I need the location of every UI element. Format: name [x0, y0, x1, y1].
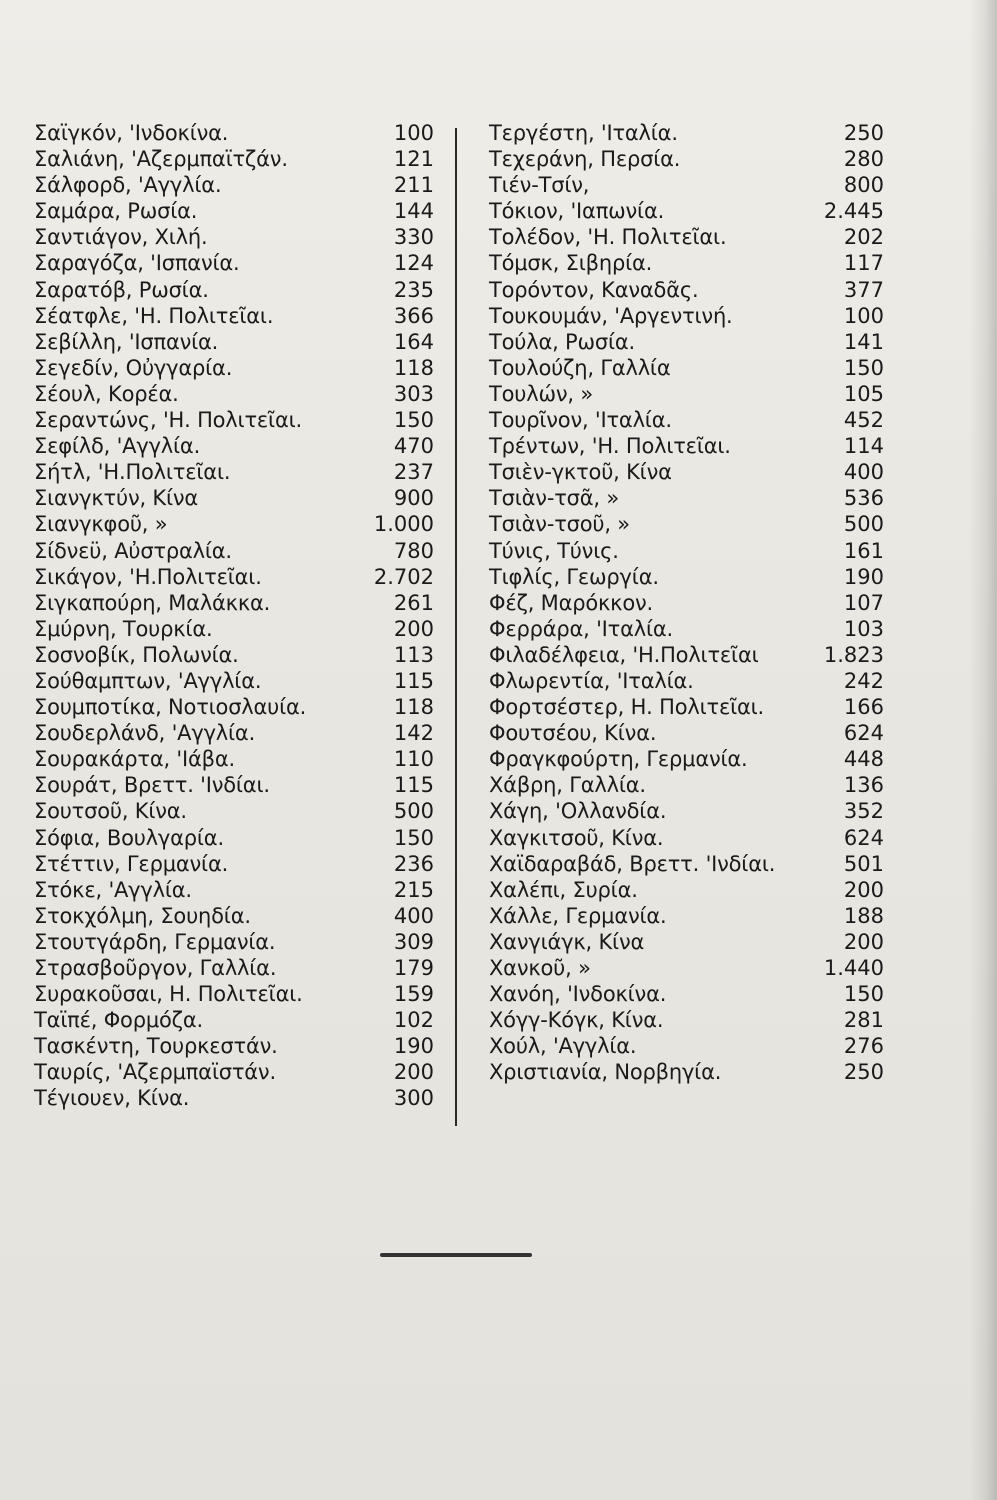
population-value: 190: [843, 564, 884, 589]
table-row: [34, 1007, 434, 1033]
table-row: [489, 459, 884, 485]
city-name: Τουλούζη, Γαλλία: [489, 355, 671, 380]
population-value: 624: [843, 721, 884, 746]
table-row: [489, 1007, 884, 1033]
table-row: [489, 981, 884, 1007]
column-divider: [455, 128, 457, 1126]
population-value: 107: [843, 590, 884, 615]
population-value: 118: [393, 695, 434, 720]
table-row: [34, 407, 434, 433]
population-value: 500: [393, 799, 434, 824]
population-value: 105: [843, 381, 884, 406]
table-row: [489, 277, 884, 303]
table-row: [489, 381, 884, 407]
table-row: [489, 877, 884, 903]
table-row: [489, 172, 884, 198]
city-name: Σεγεδίν, Οὐγγαρία.: [34, 355, 233, 380]
city-name: Φουτσέου, Κίνα.: [489, 721, 657, 746]
city-name: Σαμάρα, Ρωσία.: [34, 199, 198, 224]
population-value: 237: [393, 460, 434, 485]
city-name: Σοσνοβίκ, Πολωνία.: [34, 642, 239, 667]
population-value: 103: [843, 616, 884, 641]
city-name: Τσιὰν-τσᾶ, »: [489, 486, 619, 511]
left-column: [34, 120, 434, 1112]
population-value: 110: [393, 747, 434, 772]
table-row: [489, 250, 884, 276]
city-name: Σαλιάνη, 'Αζερμπαϊτζάν.: [34, 147, 288, 172]
city-name: Τόμσκ, Σιβηρία.: [489, 251, 653, 276]
city-name: Χανόη, 'Ινδοκίνα.: [489, 982, 667, 1007]
table-row: [489, 798, 884, 824]
city-name: Σουμποτίκα, Νοτιοσλαυία.: [34, 695, 307, 720]
table-row: [34, 355, 434, 381]
city-name: Τασκέντη, Τουρκεστάν.: [34, 1034, 278, 1059]
table-row: [489, 198, 884, 224]
population-value: 400: [843, 460, 884, 485]
page-edge-shadow: [969, 0, 997, 1500]
city-name: Τσιὰν-τσοῦ, »: [489, 512, 630, 537]
population-value: 366: [393, 303, 434, 328]
city-name: Ταϊπέ, Φορμόζα.: [34, 1008, 203, 1033]
table-row: [34, 459, 434, 485]
population-value: 142: [393, 721, 434, 746]
population-value: 114: [843, 434, 884, 459]
table-row: [34, 590, 434, 616]
population-value: 118: [393, 355, 434, 380]
city-name: Σιανγκφοῦ, »: [34, 512, 168, 537]
population-value: 161: [843, 538, 884, 563]
population-value: 150: [393, 825, 434, 850]
table-row: [489, 720, 884, 746]
population-value: 202: [843, 225, 884, 250]
table-row: [34, 798, 434, 824]
table-row: [489, 772, 884, 798]
city-name: Στρασβοῦργον, Γαλλία.: [34, 956, 277, 980]
city-name: Φορτσέστερ, Η. Πολιτεῖαι.: [489, 695, 765, 720]
city-name: Σάλφορδ, 'Αγγλία.: [34, 173, 222, 198]
table-row: [34, 720, 434, 746]
city-name: Φραγκφούρτη, Γερμανία.: [489, 747, 748, 772]
table-row: [34, 1059, 434, 1085]
population-value: 200: [393, 1060, 434, 1085]
table-row: [489, 694, 884, 720]
table-row: [34, 668, 434, 694]
table-row: [34, 616, 434, 642]
table-row: [34, 224, 434, 250]
population-value: 124: [393, 251, 434, 276]
population-value: 100: [843, 303, 884, 328]
population-value: 281: [843, 1008, 884, 1033]
table-row: [34, 746, 434, 772]
city-name: Τόκιον, 'Ιαπωνία.: [489, 199, 665, 224]
population-value: 352: [843, 799, 884, 824]
table-row: [489, 224, 884, 250]
city-name: Σαραγόζα, 'Ισπανία.: [34, 251, 240, 276]
population-value: 200: [843, 929, 884, 954]
table-row: [34, 172, 434, 198]
city-name: Χαϊδαραβάδ, Βρεττ. 'Ινδίαι.: [489, 851, 776, 876]
population-value: 188: [843, 903, 884, 928]
city-name: Σαρατόβ, Ρωσία.: [34, 277, 209, 302]
city-name: Χανκοῦ, »: [489, 956, 591, 980]
table-row: [34, 825, 434, 851]
city-name: Τολέδον, 'Η. Πολιτεῖαι.: [489, 225, 727, 250]
city-name: Στουτγάρδη, Γερμανία.: [34, 929, 276, 954]
population-value: 211: [393, 173, 434, 198]
table-row: [489, 929, 884, 955]
table-row: [489, 1059, 884, 1085]
table-row: [34, 198, 434, 224]
city-name: Σήτλ, 'Η.Πολιτεῖαι.: [34, 460, 231, 485]
population-value: 121: [393, 147, 434, 172]
city-name: Τσιὲν-γκτοῦ, Κίνα: [489, 460, 672, 485]
population-value: 2.445: [823, 199, 884, 224]
population-value: 236: [393, 851, 434, 876]
population-value: 235: [393, 277, 434, 302]
city-name: Φέζ, Μαρόκκον.: [489, 590, 654, 615]
table-row: [34, 303, 434, 329]
population-value: 452: [843, 408, 884, 433]
population-value: 164: [393, 329, 434, 354]
population-value: 179: [393, 956, 434, 980]
city-name: Χαλέπι, Συρία.: [489, 877, 638, 902]
population-value: 250: [843, 1060, 884, 1085]
table-row: [489, 616, 884, 642]
table-row: [489, 1033, 884, 1059]
city-name: Σεφίλδ, 'Αγγλία.: [34, 434, 201, 459]
city-name: Χαγκιτσοῦ, Κίνα.: [489, 825, 664, 850]
city-name: Σικάγον, 'Η.Πολιτεῖαι.: [34, 564, 262, 589]
population-value: 102: [393, 1008, 434, 1033]
population-value: 150: [843, 355, 884, 380]
table-row: [489, 668, 884, 694]
table-row: [489, 485, 884, 511]
table-row: [489, 538, 884, 564]
city-name: Σουδερλάνδ, 'Αγγλία.: [34, 721, 256, 746]
city-name: Τέγιουεν, Κίνα.: [34, 1086, 190, 1111]
population-value: 501: [843, 851, 884, 876]
population-value: 448: [843, 747, 884, 772]
city-name: Τεχεράνη, Περσία.: [489, 147, 681, 172]
city-name: Σόφια, Βουλγαρία.: [34, 825, 224, 850]
population-value: 144: [393, 199, 434, 224]
table-row: [489, 746, 884, 772]
city-name: Χάγη, 'Ολλανδία.: [489, 799, 667, 824]
city-name: Τουλών, »: [489, 381, 593, 406]
table-row: [34, 433, 434, 459]
table-row: [34, 694, 434, 720]
population-value: 1.440: [823, 956, 884, 980]
table-row: [34, 120, 434, 146]
city-name: Χόγγ-Κόγκ, Κίνα.: [489, 1008, 664, 1033]
table-row: [489, 120, 884, 146]
city-name: Τιέν-Τσίν,: [489, 173, 590, 198]
city-name: Τιφλίς, Γεωργία.: [489, 564, 659, 589]
table-row: [34, 146, 434, 172]
city-name: Σουτσοῦ, Κίνα.: [34, 799, 187, 824]
table-row: [489, 329, 884, 355]
city-name: Σέατφλε, 'Η. Πολιτεῖαι.: [34, 303, 274, 328]
table-row: [34, 277, 434, 303]
city-name: Στόκε, 'Αγγλία.: [34, 877, 192, 902]
population-value: 113: [393, 642, 434, 667]
population-value: 1.000: [373, 512, 434, 537]
population-value: 159: [393, 982, 434, 1007]
city-name: Στοκχόλμη, Σουηδία.: [34, 903, 251, 928]
population-value: 624: [843, 825, 884, 850]
population-value: 1.823: [823, 642, 884, 667]
city-name: Χανγιάγκ, Κίνα: [489, 929, 645, 954]
city-name: Σεραντώνς, 'Η. Πολιτεῖαι.: [34, 408, 302, 433]
city-name: Χούλ, 'Αγγλία.: [489, 1034, 637, 1059]
city-name: Φιλαδέλφεια, 'Η.Πολιτεῖαι: [489, 642, 759, 667]
city-name: Τουκουμάν, 'Αργεντινή.: [489, 303, 733, 328]
city-name: Σιγκαπούρη, Μαλάκκα.: [34, 590, 271, 615]
population-value: 330: [393, 225, 434, 250]
population-value: 500: [843, 512, 884, 537]
table-row: [34, 1085, 434, 1111]
table-row: [34, 929, 434, 955]
table-row: [489, 433, 884, 459]
population-value: 276: [843, 1034, 884, 1059]
population-value: 115: [393, 668, 434, 693]
table-row: [34, 772, 434, 798]
population-value: 136: [843, 773, 884, 798]
population-value: 166: [843, 695, 884, 720]
city-name: Σούθαμπτων, 'Αγγλία.: [34, 668, 262, 693]
population-value: 303: [393, 381, 434, 406]
city-name: Σαντιάγον, Χιλή.: [34, 225, 208, 250]
table-row: [34, 250, 434, 276]
city-name: Τουρῖνον, 'Ιταλία.: [489, 408, 672, 433]
table-row: [34, 538, 434, 564]
population-value: 242: [843, 668, 884, 693]
table-row: [34, 955, 434, 981]
city-name: Σμύρνη, Τουρκία.: [34, 616, 213, 641]
table-row: [489, 825, 884, 851]
population-value: 400: [393, 903, 434, 928]
city-name: Σίδνεϋ, Αὐστραλία.: [34, 538, 232, 563]
population-value: 250: [843, 121, 884, 145]
population-value: 150: [843, 982, 884, 1007]
population-value: 536: [843, 486, 884, 511]
population-value: 200: [843, 877, 884, 902]
population-value: 280: [843, 147, 884, 172]
table-row: [489, 511, 884, 537]
city-name: Τρέντων, 'Η. Πολιτεῖαι.: [489, 434, 731, 459]
city-name: Σουράτ, Βρεττ. 'Ινδίαι.: [34, 773, 270, 798]
table-row: [34, 564, 434, 590]
population-value: 800: [843, 173, 884, 198]
table-row: [34, 642, 434, 668]
city-name: Φλωρεντία, 'Ιταλία.: [489, 668, 694, 693]
population-value: 190: [393, 1034, 434, 1059]
population-value: 115: [393, 773, 434, 798]
table-row: [489, 407, 884, 433]
population-value: 470: [393, 434, 434, 459]
right-column: [489, 120, 884, 1085]
table-row: [489, 564, 884, 590]
city-name: Χάλλε, Γερμανία.: [489, 903, 667, 928]
table-row: [34, 511, 434, 537]
table-row: [489, 642, 884, 668]
table-row: [489, 590, 884, 616]
city-name: Σιανγκτύν, Κίνα: [34, 486, 199, 511]
city-name: Σουρακάρτα, 'Ιάβα.: [34, 747, 235, 772]
population-value: 309: [393, 929, 434, 954]
population-value: 377: [843, 277, 884, 302]
table-row: [489, 955, 884, 981]
population-value: 150: [393, 408, 434, 433]
city-name: Τούλα, Ρωσία.: [489, 329, 636, 354]
population-value: 141: [843, 329, 884, 354]
city-name: Στέττιν, Γερμανία.: [34, 851, 229, 876]
end-rule: [380, 1253, 532, 1257]
table-row: [34, 851, 434, 877]
table-row: [34, 877, 434, 903]
population-value: 261: [393, 590, 434, 615]
table-row: [34, 981, 434, 1007]
table-row: [34, 329, 434, 355]
city-name: Χάβρη, Γαλλία.: [489, 773, 646, 798]
city-name: Σεβίλλη, 'Ισπανία.: [34, 329, 219, 354]
population-value: 780: [393, 538, 434, 563]
population-value: 2.702: [373, 564, 434, 589]
table-row: [489, 146, 884, 172]
city-name: Συρακοῦσαι, Η. Πολιτεῖαι.: [34, 982, 303, 1007]
population-value: 117: [843, 251, 884, 276]
city-name: Τεργέστη, 'Ιταλία.: [489, 121, 678, 145]
table-row: [34, 381, 434, 407]
population-value: 200: [393, 616, 434, 641]
city-name: Σέουλ, Κορέα.: [34, 381, 179, 406]
table-row: [489, 303, 884, 329]
city-name: Φερράρα, 'Ιταλία.: [489, 616, 674, 641]
city-name: Τύνις, Τύνις.: [489, 538, 619, 563]
table-row: [34, 1033, 434, 1059]
table-row: [489, 903, 884, 929]
population-value: 100: [393, 121, 434, 145]
population-value: 900: [393, 486, 434, 511]
table-row: [34, 903, 434, 929]
city-name: Τορόντον, Καναδᾶς.: [489, 277, 699, 302]
table-row: [489, 355, 884, 381]
city-name: Ταυρίς, 'Αζερμπαϊστάν.: [34, 1060, 276, 1085]
population-value: 215: [393, 877, 434, 902]
population-value: 300: [393, 1086, 434, 1111]
city-name: Χριστιανία, Νορβηγία.: [489, 1060, 722, 1085]
table-row: [34, 485, 434, 511]
city-name: Σαϊγκόν, 'Ινδοκίνα.: [34, 121, 229, 145]
table-row: [489, 851, 884, 877]
